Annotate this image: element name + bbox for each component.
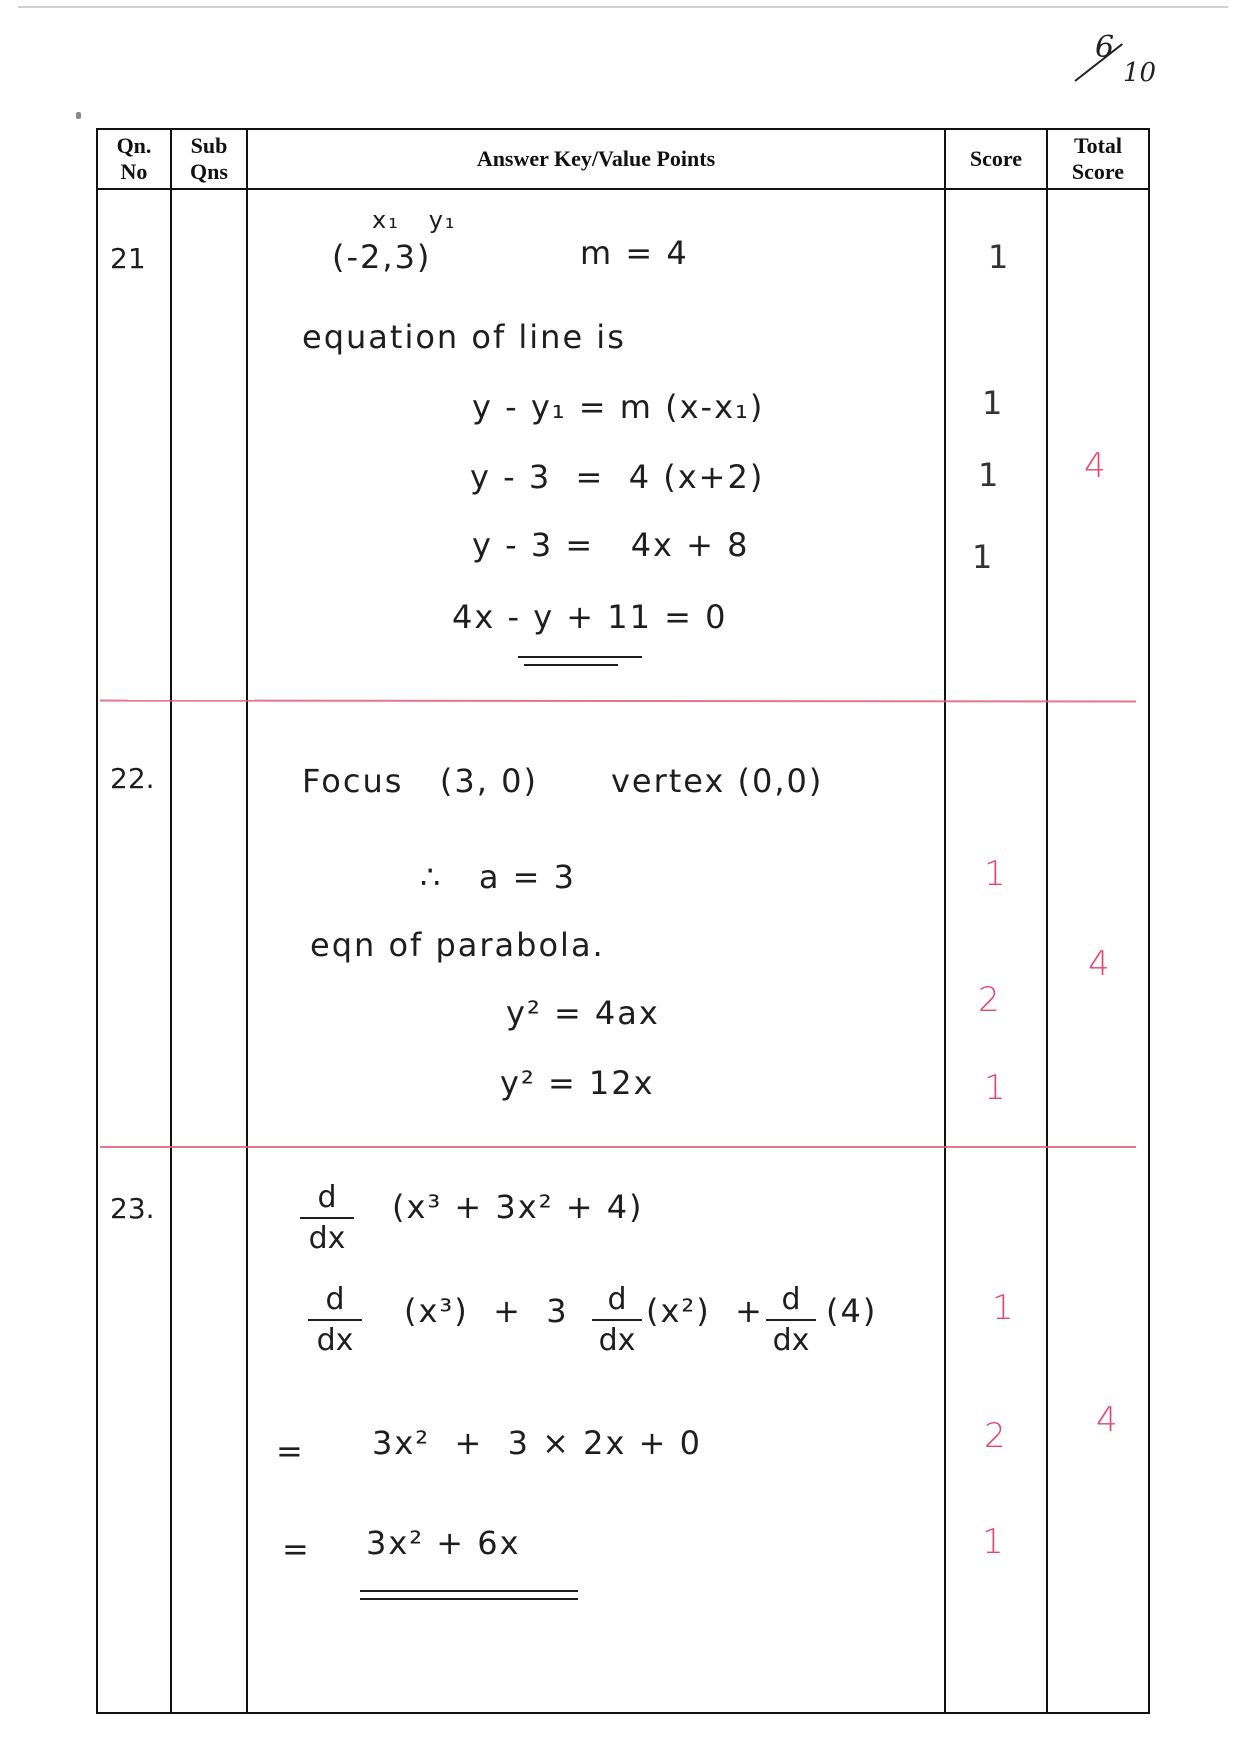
total-score-mark: 4 bbox=[1084, 446, 1106, 486]
col-divider-score bbox=[1046, 128, 1048, 1714]
score-mark: 2 bbox=[984, 1416, 1006, 1456]
answer-line-expr: (x³ + 3x² + 4) bbox=[392, 1188, 644, 1226]
score-mark: 2 bbox=[978, 980, 1000, 1020]
answer-line-result: y² = 12x bbox=[500, 1064, 655, 1102]
header-answer-text: Answer Key/Value Points bbox=[476, 146, 716, 171]
derivative-operator bbox=[766, 1282, 816, 1358]
fraction-bar bbox=[308, 1319, 362, 1321]
score-mark: 1 bbox=[982, 1522, 1004, 1562]
answer-line-formula: y - y₁ = m (x-x₁) bbox=[472, 388, 765, 426]
result-underline bbox=[524, 664, 618, 666]
answer-line-given: Focus (3, 0) vertex (0,0) bbox=[302, 762, 824, 800]
derivative-operator bbox=[300, 1180, 354, 1256]
derivative-denominator: dx bbox=[772, 1323, 810, 1358]
answer-line-result: 3x² + 6x bbox=[366, 1524, 521, 1562]
equals-sign: = bbox=[282, 1530, 311, 1568]
answer-line-step: 3x² + 3 × 2x + 0 bbox=[372, 1424, 702, 1462]
header-qno bbox=[98, 132, 170, 186]
answer-line-statement: eqn of parabola. bbox=[310, 926, 605, 964]
result-underline bbox=[518, 656, 642, 658]
header-score-text: Score bbox=[969, 146, 1023, 171]
header-qno-text: Qn. No bbox=[116, 133, 152, 184]
stray-mark bbox=[76, 112, 81, 119]
question-separator bbox=[100, 1146, 1136, 1148]
derivative-denominator: dx bbox=[316, 1323, 354, 1358]
page-score-mark bbox=[1065, 28, 1170, 98]
col-divider-sub bbox=[246, 128, 248, 1714]
score-mark: 1 bbox=[972, 538, 993, 576]
answer-line-slope: m = 4 bbox=[580, 234, 689, 272]
derivative-numerator: d bbox=[607, 1282, 627, 1317]
answer-line-result: 4x - y + 11 = 0 bbox=[452, 598, 728, 636]
derivative-operator bbox=[592, 1282, 642, 1358]
derivative-numerator: d bbox=[317, 1180, 337, 1215]
page-score-numerator: 6 bbox=[1095, 30, 1115, 65]
header-total bbox=[1048, 132, 1148, 186]
score-mark: 1 bbox=[988, 238, 1009, 276]
header-score bbox=[946, 132, 1046, 186]
score-mark: 1 bbox=[984, 1068, 1006, 1108]
col-divider-qno bbox=[170, 128, 172, 1714]
header-sub-text: Sub Qns bbox=[190, 133, 228, 184]
col-divider-answer bbox=[944, 128, 946, 1714]
question-number: 21 bbox=[110, 242, 146, 275]
equals-sign: = bbox=[276, 1432, 305, 1470]
result-underline bbox=[360, 1590, 578, 1592]
question-number: 22. bbox=[110, 762, 155, 795]
header-rule bbox=[96, 188, 1150, 190]
answer-line-term3: (4) bbox=[826, 1292, 878, 1330]
derivative-operator bbox=[308, 1282, 362, 1358]
result-underline bbox=[360, 1598, 578, 1600]
derivative-denominator: dx bbox=[598, 1323, 636, 1358]
header-sub bbox=[172, 132, 246, 186]
answer-line-vars: x₁ y₁ bbox=[372, 206, 457, 234]
question-number: 23. bbox=[110, 1192, 155, 1225]
derivative-denominator: dx bbox=[308, 1221, 346, 1256]
top-edge-line bbox=[18, 6, 1228, 8]
answer-table bbox=[96, 128, 1150, 1714]
answer-line-point: (-2,3) bbox=[332, 238, 432, 276]
answer-line-a: ∴ a = 3 bbox=[420, 858, 576, 896]
fraction-bar bbox=[766, 1319, 816, 1321]
total-score-mark: 4 bbox=[1088, 944, 1110, 984]
answer-line-statement: equation of line is bbox=[302, 318, 626, 356]
answer-line-general: y² = 4ax bbox=[506, 994, 660, 1032]
derivative-numerator: d bbox=[781, 1282, 801, 1317]
answer-line-sub: y - 3 = 4 (x+2) bbox=[470, 458, 765, 496]
header-answer bbox=[248, 132, 944, 186]
score-mark: 1 bbox=[984, 854, 1006, 894]
derivative-numerator: d bbox=[325, 1282, 345, 1317]
page-score-denominator: 10 bbox=[1123, 58, 1157, 88]
score-mark: 1 bbox=[978, 456, 999, 494]
answer-line-term1: (x³) + 3 bbox=[404, 1292, 569, 1330]
total-score-mark: 4 bbox=[1096, 1400, 1118, 1440]
answer-line-term2: (x²) + bbox=[646, 1292, 764, 1330]
score-mark: 1 bbox=[982, 384, 1003, 422]
header-total-text: Total Score bbox=[1071, 133, 1125, 184]
fraction-bar bbox=[592, 1319, 642, 1321]
score-mark: 1 bbox=[992, 1288, 1014, 1328]
fraction-bar bbox=[300, 1217, 354, 1219]
answer-line-expand: y - 3 = 4x + 8 bbox=[472, 526, 750, 564]
